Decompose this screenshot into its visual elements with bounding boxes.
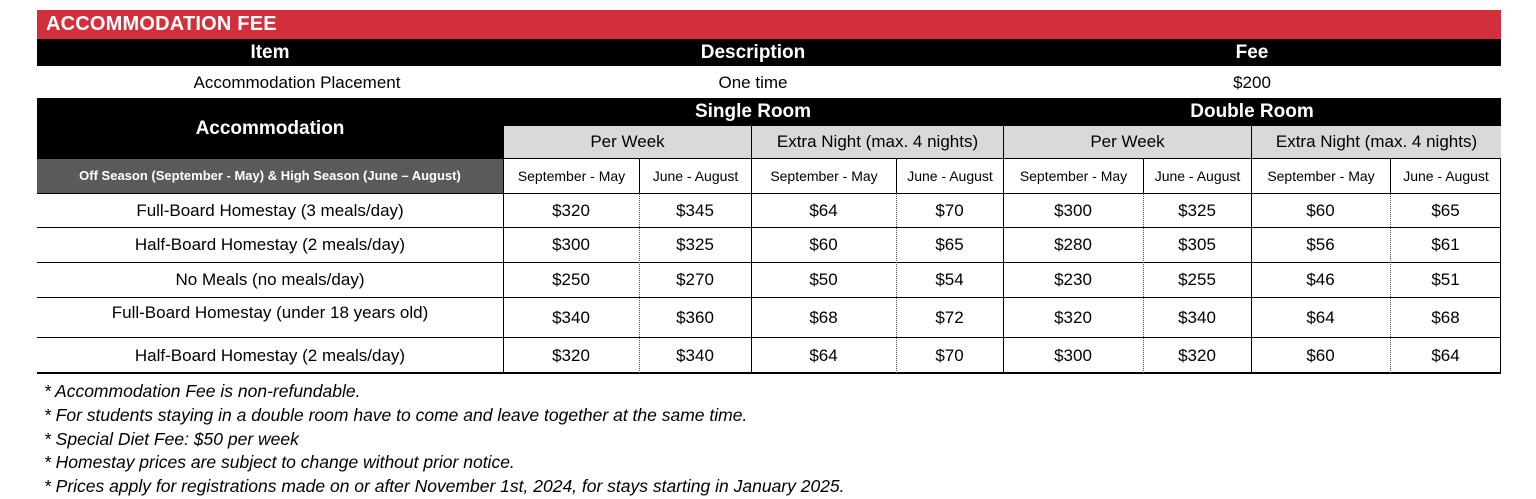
price-cell: $60 [1306, 346, 1335, 365]
row-name: Half-Board Homestay (2 meals/day) [134, 346, 406, 365]
single-room-label: Single Room [694, 101, 812, 122]
table-row [37, 298, 1501, 337]
month-range-cell: September - May [1251, 159, 1390, 193]
placement-row [37, 67, 1501, 98]
price-cell: $70 [935, 201, 964, 220]
month-range-cell: June - August [639, 159, 751, 193]
price-cell: $255 [1178, 270, 1216, 289]
month-range-cell: June - August [1143, 159, 1251, 193]
price-cell: $340 [552, 308, 590, 327]
price-cell: $250 [552, 270, 590, 289]
footnotes [44, 380, 845, 499]
table-row [37, 194, 1501, 227]
price-cell: $50 [809, 270, 838, 289]
section-title: ACCOMMODATION FEE [37, 10, 1501, 39]
footnote: * Special Diet Fee: $50 per week [44, 428, 299, 449]
price-cell: $72 [935, 308, 964, 327]
accommodation-label: Accommodation [195, 118, 345, 139]
price-cell: $56 [1306, 235, 1335, 254]
table-row [37, 263, 1501, 297]
month-range-cell: June - August [1390, 159, 1501, 193]
price-cell: $60 [809, 235, 838, 254]
price-cell: $61 [1431, 235, 1460, 254]
placement-fee: $200 [1233, 73, 1271, 92]
price-cell: $340 [676, 346, 714, 365]
price-cell: $325 [1178, 201, 1216, 220]
price-cell: $305 [1178, 235, 1216, 254]
price-cell: $68 [809, 308, 838, 327]
header-description: Description [700, 42, 806, 63]
price-cell: $230 [1054, 270, 1092, 289]
price-cell: $64 [1306, 308, 1335, 327]
footnote: * For students staying in a double room have to come and leave together at the same time. [44, 404, 748, 425]
single-per-week-label: Per Week [503, 126, 751, 158]
price-cell: $65 [1431, 201, 1460, 220]
row-name: No Meals (no meals/day) [175, 270, 365, 289]
price-cell: $320 [552, 346, 590, 365]
fee-table-header [37, 39, 1501, 66]
table-row [37, 228, 1501, 262]
header-fee: Fee [1235, 42, 1269, 63]
double-per-week-label: Per Week [1003, 126, 1251, 158]
price-cell: $51 [1431, 270, 1460, 289]
price-cell: $60 [1306, 201, 1335, 220]
price-cell: $320 [552, 201, 590, 220]
month-range-cell: September - May [503, 159, 639, 193]
table-row [37, 338, 1501, 372]
season-label: Off Season (September - May) & High Season (June – August) [37, 159, 503, 193]
footnote: * Prices apply for registrations made on or after November 1st, 2024, for stays starting in January 2025. [44, 476, 845, 497]
price-cell: $300 [1054, 201, 1092, 220]
price-cell: $64 [1431, 346, 1460, 365]
month-range-cell: September - May [1003, 159, 1143, 193]
single-extra-night-label: Extra Night (max. 4 nights) [751, 126, 1003, 158]
price-cell: $270 [676, 270, 714, 289]
header-item: Item [250, 42, 290, 63]
price-cell: $320 [1054, 308, 1092, 327]
row-name: Half-Board Homestay (2 meals/day) [134, 235, 406, 254]
month-range-cell: June - August [896, 159, 1003, 193]
price-cell: $64 [809, 346, 838, 365]
price-cell: $340 [1178, 308, 1216, 327]
double-extra-night-label: Extra Night (max. 4 nights) [1251, 126, 1501, 158]
price-cell: $68 [1431, 308, 1460, 327]
placement-description: One time [718, 73, 788, 92]
price-cell: $345 [676, 201, 714, 220]
row-name: Full-Board Homestay (3 meals/day) [136, 201, 404, 220]
price-cell: $65 [935, 235, 964, 254]
price-cell: $70 [935, 346, 964, 365]
row-name: Full-Board Homestay (under 18 years old) [111, 303, 429, 322]
price-cell: $300 [552, 235, 590, 254]
price-cell: $300 [1054, 346, 1092, 365]
price-cell: $46 [1306, 270, 1335, 289]
double-room-label: Double Room [1190, 101, 1314, 122]
footnote: * Homestay prices are subject to change without prior notice. [44, 452, 515, 473]
price-cell: $64 [809, 201, 838, 220]
price-cell: $320 [1178, 346, 1216, 365]
price-cell: $54 [935, 270, 964, 289]
month-range-cell: September - May [751, 159, 896, 193]
price-cell: $325 [676, 235, 714, 254]
price-cell: $360 [676, 308, 714, 327]
footnote: * Accommodation Fee is non-refundable. [44, 381, 361, 401]
placement-item: Accommodation Placement [193, 73, 401, 92]
price-cell: $280 [1054, 235, 1092, 254]
